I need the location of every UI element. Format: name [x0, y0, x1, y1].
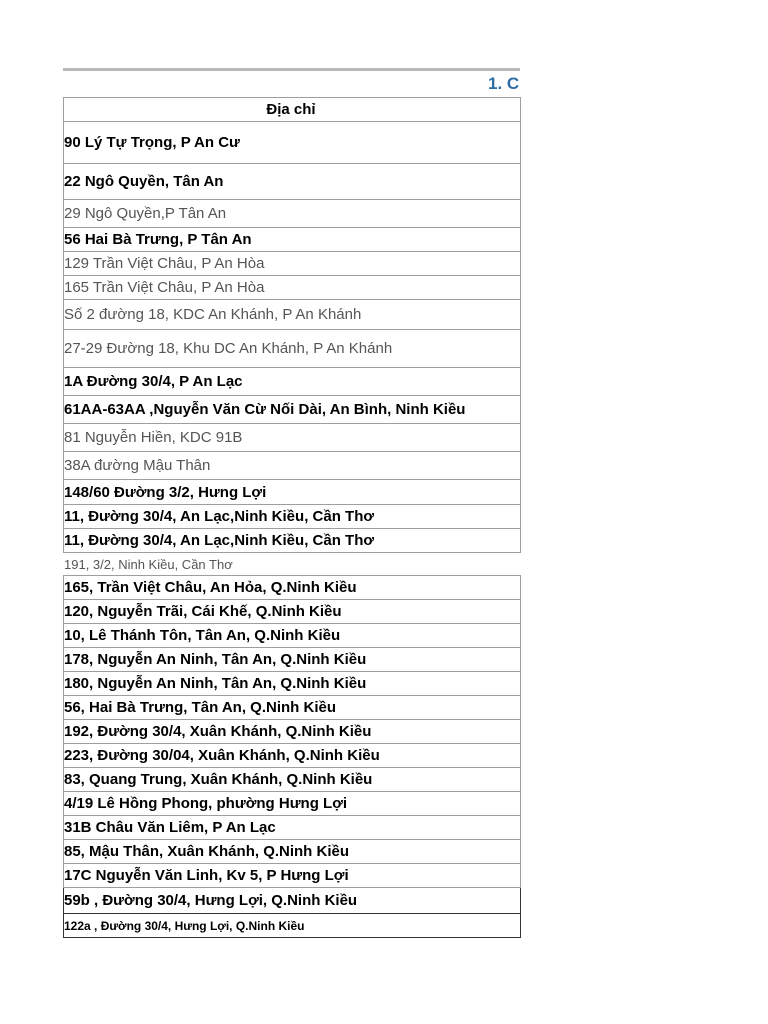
table-row [64, 792, 521, 816]
table-row [64, 276, 521, 300]
address-cell: Số 2 đường 18, KDC An Khánh, P An Khánh [64, 300, 521, 330]
address-table [63, 97, 521, 938]
table-row [64, 816, 521, 840]
table-row [64, 529, 521, 553]
table-row [64, 864, 521, 888]
address-cell: 61AA-63AA ,Nguyễn Văn Cừ Nối Dài, An Bình, Ninh Kiều [64, 396, 521, 424]
address-cell: 90 Lý Tự Trọng, P An Cư [64, 122, 521, 164]
address-cell: 120, Nguyễn Trãi, Cái Khế, Q.Ninh Kiều [64, 600, 521, 624]
column-header-address: Địa chỉ [64, 98, 521, 122]
address-cell: 56 Hai Bà Trưng, P Tân An [64, 228, 521, 252]
table-row [64, 720, 521, 744]
address-cell: 191, 3/2, Ninh Kiều, Cần Thơ [64, 553, 521, 576]
address-cell: 1A Đường 30/4, P An Lạc [64, 368, 521, 396]
address-cell: 29 Ngô Quyền,P Tân An [64, 200, 521, 228]
address-cell: 165, Trần Việt Châu, An Hỏa, Q.Ninh Kiều [64, 576, 521, 600]
table-row [64, 576, 521, 600]
address-cell: 178, Nguyễn An Ninh, Tân An, Q.Ninh Kiều [64, 648, 521, 672]
table-row [64, 600, 521, 624]
address-cell: 17C Nguyễn Văn Linh, Kv 5, P Hưng Lợi [64, 864, 521, 888]
address-cell: 10, Lê Thánh Tôn, Tân An, Q.Ninh Kiều [64, 624, 521, 648]
table-row [64, 228, 521, 252]
table-header-row [64, 98, 521, 122]
table-row [64, 330, 521, 368]
table-row [64, 768, 521, 792]
address-cell: 56, Hai Bà Trưng, Tân An, Q.Ninh Kiều [64, 696, 521, 720]
table-row [64, 672, 521, 696]
table-row [64, 300, 521, 330]
address-cell: 85, Mậu Thân, Xuân Khánh, Q.Ninh Kiều [64, 840, 521, 864]
table-row [64, 505, 521, 529]
table-row [64, 164, 521, 200]
address-cell: 192, Đường 30/4, Xuân Khánh, Q.Ninh Kiều [64, 720, 521, 744]
table-row [64, 648, 521, 672]
address-cell: 148/60 Đường 3/2, Hưng Lợi [64, 480, 521, 505]
table-row [64, 553, 521, 576]
table-row [64, 840, 521, 864]
address-cell: 4/19 Lê Hồng Phong, phường Hưng Lợi [64, 792, 521, 816]
top-rule [63, 68, 520, 71]
table-row [64, 424, 521, 452]
table-row [64, 122, 521, 164]
table-row [64, 452, 521, 480]
table-row [64, 368, 521, 396]
table-row [64, 624, 521, 648]
address-cell: 22 Ngô Quyền, Tân An [64, 164, 521, 200]
address-cell: 11, Đường 30/4, An Lạc,Ninh Kiều, Cần Thơ [64, 505, 521, 529]
address-cell: 27-29 Đường 18, Khu DC An Khánh, P An Khánh [64, 330, 521, 368]
address-cell: 223, Đường 30/04, Xuân Khánh, Q.Ninh Kiều [64, 744, 521, 768]
address-table-body [64, 122, 521, 938]
address-cell: 11, Đường 30/4, An Lạc,Ninh Kiều, Cần Thơ [64, 529, 521, 553]
address-cell: 31B Châu Văn Liêm, P An Lạc [64, 816, 521, 840]
table-row [64, 200, 521, 228]
address-cell: 165 Trần Việt Châu, P An Hòa [64, 276, 521, 300]
table-row [64, 252, 521, 276]
address-cell: 81 Nguyễn Hiền, KDC 91B [64, 424, 521, 452]
table-row [64, 396, 521, 424]
table-row [64, 696, 521, 720]
address-cell: 129 Trần Việt Châu, P An Hòa [64, 252, 521, 276]
address-cell: 83, Quang Trung, Xuân Khánh, Q.Ninh Kiều [64, 768, 521, 792]
table-row [64, 914, 521, 938]
address-cell: 59b , Đường 30/4, Hưng Lợi, Q.Ninh Kiều [64, 888, 521, 914]
table-row [64, 744, 521, 768]
address-cell: 122a , Đường 30/4, Hưng Lợi, Q.Ninh Kiều [64, 914, 521, 938]
address-cell: 38A đường Mậu Thân [64, 452, 521, 480]
address-cell: 180, Nguyễn An Ninh, Tân An, Q.Ninh Kiều [64, 672, 521, 696]
table-row [64, 888, 521, 914]
section-heading: 1. C [488, 74, 520, 93]
table-row [64, 480, 521, 505]
